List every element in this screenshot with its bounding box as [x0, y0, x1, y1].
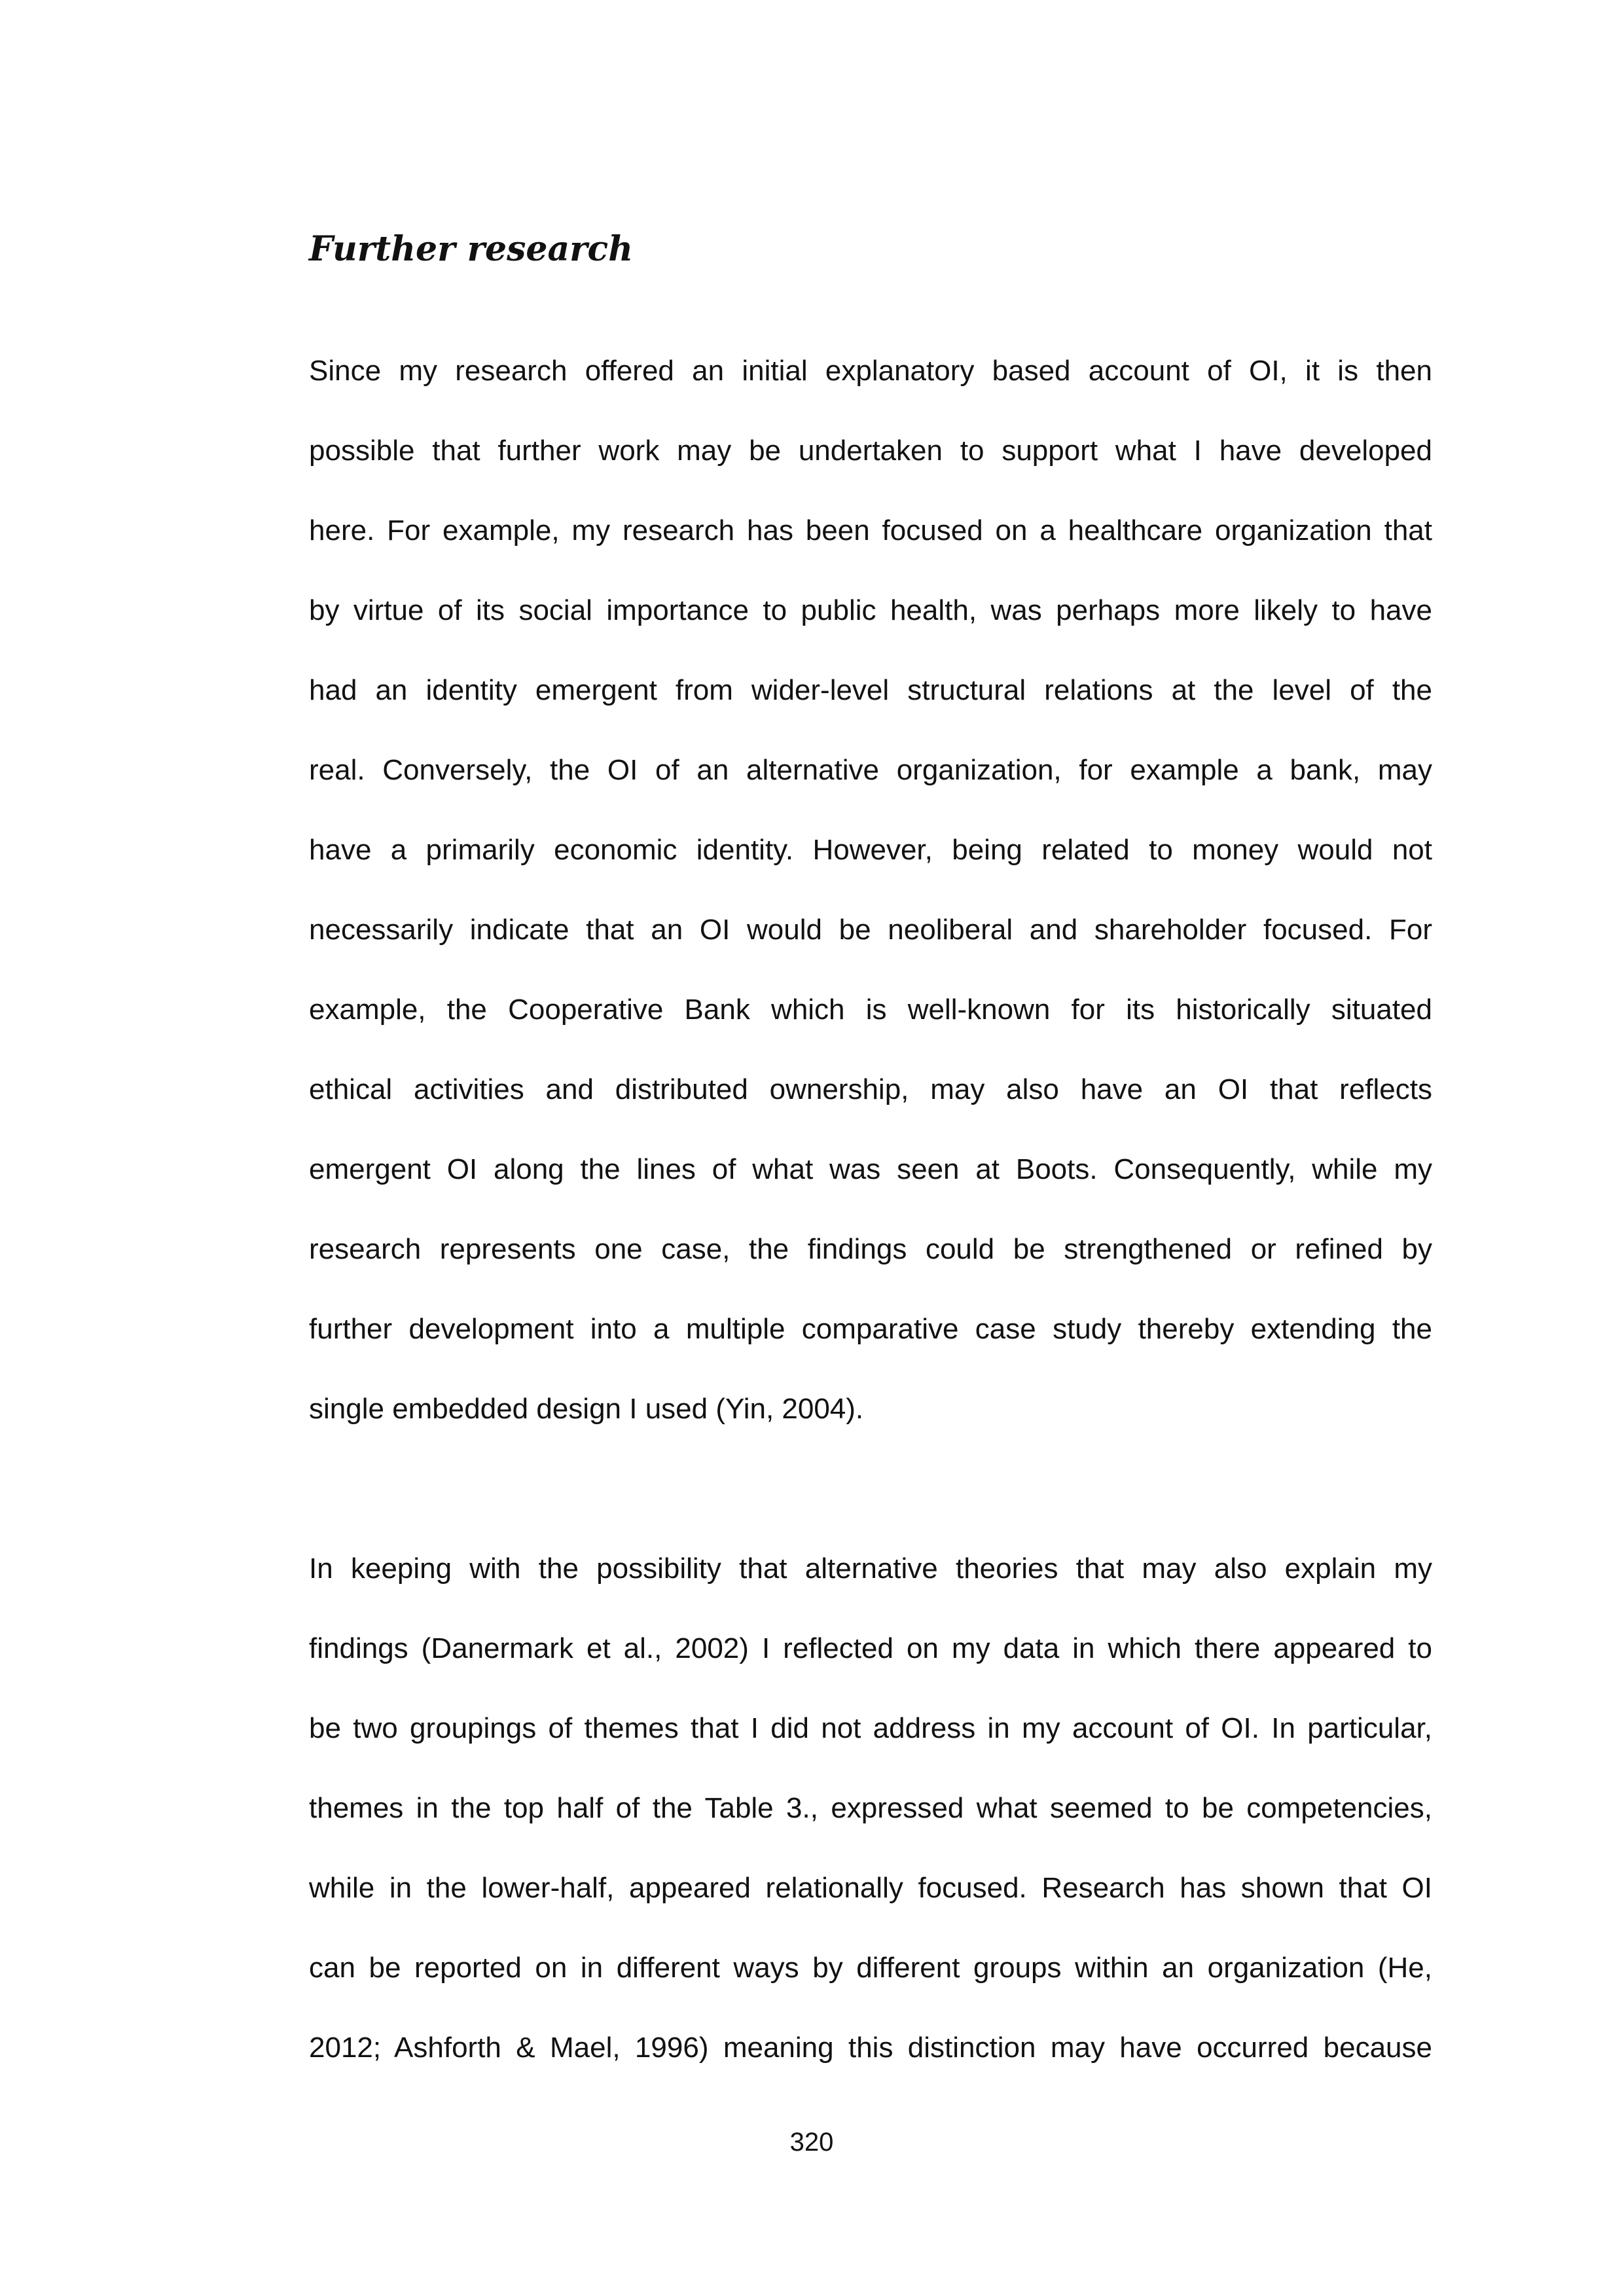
text-line: possible that further work may be undertaken to support what I have developed	[309, 435, 1432, 467]
text-line: ethical activities and distributed ownership, may also have an OI that reflects	[309, 1073, 1432, 1105]
text-line: by virtue of its social importance to public health, was perhaps more likely to have	[309, 594, 1432, 626]
text-line: research represents one case, the findings could be strengthened or refined by	[309, 1233, 1432, 1265]
text-line: real. Conversely, the OI of an alternative organization, for example a bank, may	[309, 754, 1432, 786]
text-line: Since my research offered an initial explanatory based account of OI, it is then	[309, 355, 1432, 387]
text-line: further development into a multiple comparative case study thereby extending the	[309, 1313, 1432, 1345]
text-line: themes in the top half of the Table 3., expressed what seemed to be competencies,	[309, 1792, 1432, 1824]
text-line: 2012; Ashforth & Mael, 1996) meaning this distinction may have occurred because	[309, 2032, 1432, 2064]
text-line: In keeping with the possibility that alternative theories that may also explain my	[309, 1552, 1432, 1585]
text-line: necessarily indicate that an OI would be neoliberal and shareholder focused. For	[309, 914, 1432, 946]
text-line: findings (Danermark et al., 2002) I reflected on my data in which there appeared to	[309, 1632, 1432, 1664]
text-line: can be reported on in different ways by different groups within an organization (He,	[309, 1952, 1432, 1984]
text-line: be two groupings of themes that I did not address in my account of OI. In particular,	[309, 1712, 1432, 1744]
section-heading: Further research	[309, 229, 634, 269]
text-line: while in the lower-half, appeared relationally focused. Research has shown that OI	[309, 1872, 1432, 1904]
text-line: have a primarily economic identity. However, being related to money would not	[309, 834, 1432, 866]
page-number: 320	[789, 2128, 834, 2157]
text-line: had an identity emergent from wider-level structural relations at the level of the	[309, 674, 1432, 706]
text-line: single embedded design I used (Yin, 2004).	[309, 1393, 864, 1425]
text-line: here. For example, my research has been focused on a healthcare organization that	[309, 514, 1432, 547]
text-line: emergent OI along the lines of what was seen at Boots. Consequently, while my	[309, 1153, 1432, 1185]
text-line: example, the Cooperative Bank which is well-known for its historically situated	[309, 994, 1432, 1026]
